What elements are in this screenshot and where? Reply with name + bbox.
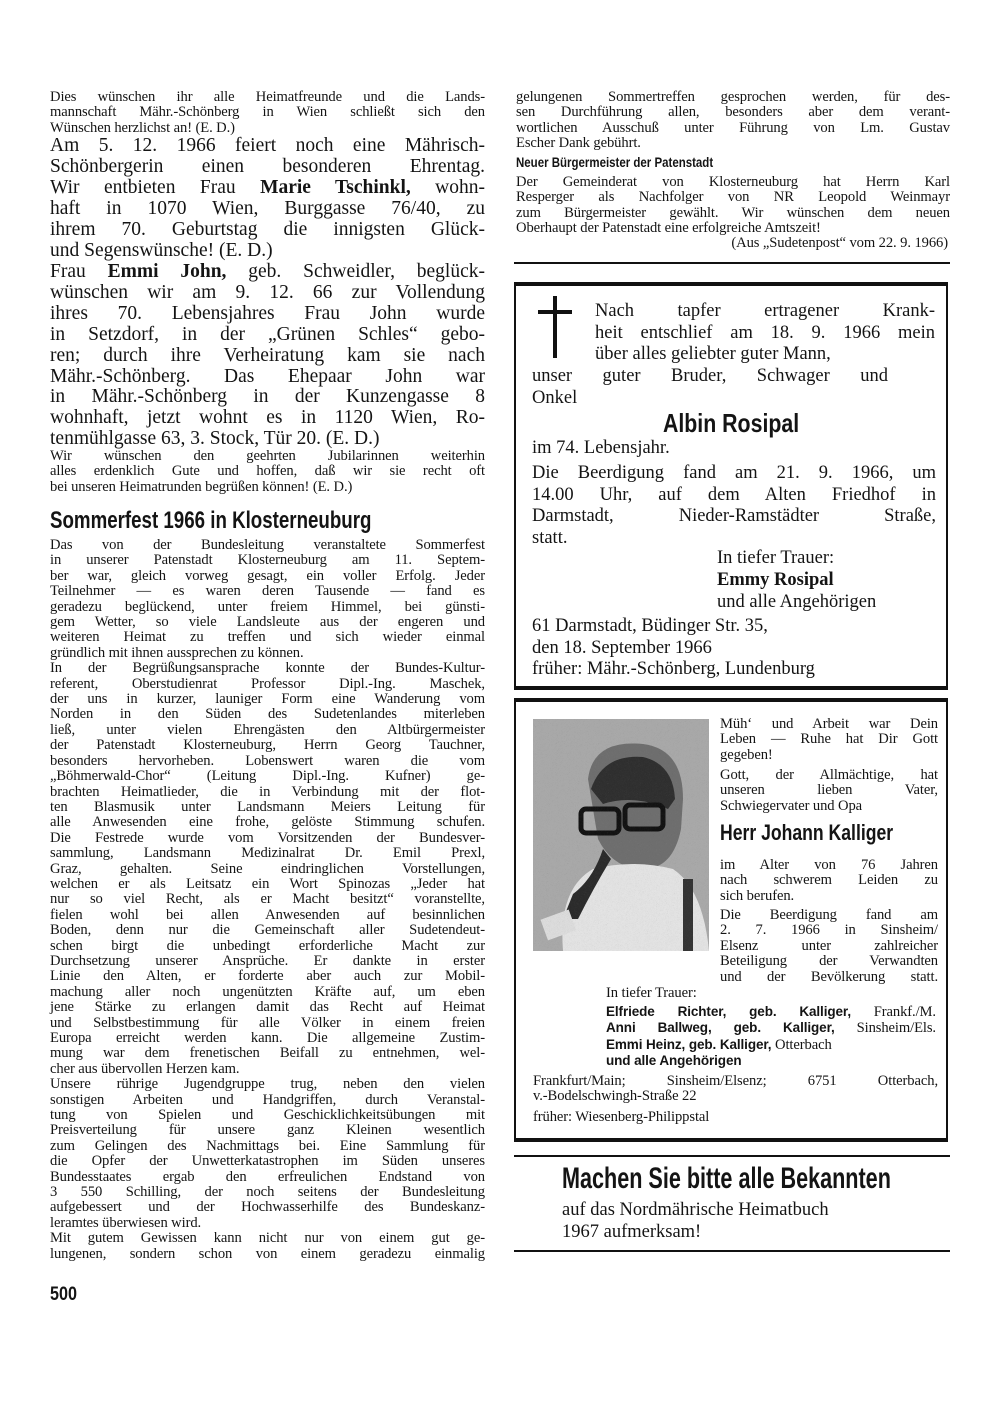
text-line: Nach tapfer ertragener Krank-: [595, 301, 935, 321]
text-line: ten Blasmusik unter Landsmann Meiers Leitung für: [50, 798, 485, 815]
obituary-rosipal: [514, 282, 948, 690]
mourner-name: Emmy Rosipal: [717, 570, 834, 590]
text-line: alles erdenklich Gute und hoffen, daß wir sie recht oft: [50, 463, 485, 480]
text-line: Preisverteilung für unsere ganz Kleinen wesentlich: [50, 1122, 485, 1139]
text-line: Norden in den Süden des Sudetenlandes miterleben: [50, 706, 485, 723]
text-line: Frankfurt/Main; Sinsheim/Elsenz; 6751 Otterbach,: [533, 1073, 938, 1089]
mourning-label: In tiefer Trauer:: [717, 548, 835, 568]
bold-name: Marie Tschinkl,: [260, 176, 411, 198]
text-line: Onkel: [532, 387, 578, 408]
text-line: leramtes überwiesen wird.: [50, 1214, 202, 1231]
ad-line: 1967 aufmerksam!: [562, 1221, 702, 1242]
mayor-paragraph: [516, 175, 950, 237]
text-line: statt.: [532, 527, 568, 548]
obituary-kalliger: [514, 698, 948, 1142]
text-line: 2. 7. 1966 in Sinsheim/: [720, 922, 938, 939]
former-residence: früher: Wiesenberg-Philippstal: [533, 1109, 710, 1125]
text-line: aufgebessert und der Hochwasserhilfe des Bundeskanz-: [50, 1199, 485, 1216]
text-line: Graz, gehalten. Seine eindringlichen Vorstellungen,: [50, 860, 485, 877]
text-line: Das von der Bundesleitung veranstaltete Sommerfest: [50, 537, 485, 553]
birthday-paragraph-tschinkl: [50, 136, 485, 261]
page-number: 500: [50, 1284, 77, 1305]
mourner-place: Frankf./M.: [873, 1004, 936, 1020]
cross-icon: [538, 296, 572, 358]
text-line: unser guter Bruder, Schwager und: [532, 366, 888, 386]
article-paragraph: [50, 1231, 485, 1262]
birthday-paragraph-john: [50, 262, 485, 450]
text-line: Schönbergerin einen besonderen Ehrentag.: [50, 155, 485, 177]
text-line: mannschaft Mähr.-Schönberg in Wien schließt sich den: [50, 104, 485, 121]
continued-paragraph: [516, 90, 950, 152]
text-line: 14.00 Uhr, auf dem Alten Friedhof in: [532, 484, 936, 505]
text-line: bei unseren Heimatrunden begrüßen können! (E. D.): [50, 478, 353, 495]
text-line: der Patenstadt Klosterneuburg, Herrn Georg Tauchner,: [50, 737, 485, 754]
text-line: Teilnehmer — es waren deren Tausende — fand es: [50, 583, 485, 600]
text-line: cher aus übervollen Herzen kam.: [50, 1060, 240, 1077]
text-line: heit entschlief am 18. 9. 1966 mein: [595, 322, 935, 343]
text-line: Schwiegervater und Opa: [720, 797, 863, 814]
text-line: Die Beerdigung fand am 21. 9. 1966, um: [532, 463, 936, 483]
text-line: tenmühlgasse 63, 3. Stock, Tür 20. (E. D.): [50, 428, 380, 450]
text-line: wohnhaft, jetzt wohnt es in 1120 Wien, Ro-: [50, 407, 485, 429]
article-paragraph: [50, 1077, 485, 1231]
text-line: gründlich mit ihnen aussprechen zu können.: [50, 644, 304, 661]
mayor-heading: Neuer Bürgermeister der Patenstadt: [516, 154, 714, 170]
deceased-age: im 74. Lebensjahr.: [532, 438, 670, 458]
text-segment: geb. Schweidler, beglück-: [226, 261, 486, 282]
text-line: besonders hervorheben. Lobenswert waren die vom: [50, 752, 485, 769]
text-segment: wohn-: [410, 176, 485, 198]
funeral-details: [532, 463, 936, 549]
text-line: und der Bevölkerung statt.: [720, 968, 938, 985]
text-line: Wünschen herzlichst an! (E. D.): [50, 119, 235, 136]
deceased-name: [516, 408, 946, 439]
text-line: Beteiligung der Verwandten: [720, 953, 938, 970]
article-paragraph: [50, 661, 485, 1077]
text-line: Resperger als Nachfolger von NR Leopold Weinmayr: [516, 189, 950, 206]
address: [533, 1074, 938, 1105]
funeral-details: [720, 908, 938, 985]
text-line: Die Beerdigung fand am: [720, 907, 938, 923]
obituary-intro: [720, 768, 938, 814]
ad-line: auf das Nordmährische Heimatbuch: [562, 1200, 829, 1220]
text-line: über alles geliebter guter Mann,: [595, 344, 831, 364]
text-line: Linie den Alten, er forderte aber auch zur Mobil-: [50, 968, 485, 985]
text-line: sen Durchführung allen, besonders aber dem verant-: [516, 104, 950, 121]
text-line: zum Bürgermeister gewählt. Wir wünschen dem neuen: [516, 204, 950, 221]
mourner-name: Elfriede Richter, geb. Kalliger,: [606, 1004, 851, 1019]
text-line: in unserer Patenstadt Klosterneuburg am 11. Septem-: [50, 552, 485, 569]
text-line: der uns in kurzer, launiger Form eine Wanderung vom: [50, 691, 485, 708]
text-line: Dies wünschen ihr alle Heimatfreunde und die Lands-: [50, 89, 485, 105]
text-line: alle Anwesenden eine frohe, gelöste Stimmung schufen.: [50, 814, 485, 831]
text-line: Die Festrede wurde vom Vorsitzenden der Bundesver-: [50, 829, 485, 846]
ad-text: [562, 1200, 829, 1243]
mourning-label: In tiefer Trauer:: [606, 985, 697, 1001]
text-line: Darmstadt, Nieder-Ramstädter Straße,: [532, 506, 936, 526]
deceased-age: [720, 858, 938, 904]
text-line: Oberhaupt der Patenstadt eine erfolgreiche Amtszeit!: [516, 220, 821, 237]
text-line: und Segenswünsche! (E. D.): [50, 239, 273, 261]
text-line: machung aller noch ungenützten Kräfte auf, um eben: [50, 983, 485, 1000]
mourner-place: Sinsheim/Els.: [856, 1020, 936, 1037]
portrait-photo: [533, 719, 709, 951]
text-line: schen birgt die unbedingt erforderliche Macht zur: [50, 937, 485, 954]
deceased-name-text: Albin Rosipal: [662, 408, 800, 438]
text-line: Mit gutem Gewissen kann nicht nur von einem gut ge-: [50, 1230, 485, 1247]
text-line: Escher Dank gebührt.: [516, 135, 641, 152]
text-line: Müh‘ und Arbeit war Dein: [720, 716, 938, 732]
divider: [514, 1250, 950, 1252]
text-line: nach schwerem Leiden zu: [720, 872, 938, 889]
text-line: haft in 1070 Wien, Burggasse 76/40, zu: [50, 197, 485, 219]
text-line: jene Stärke zu erlangen damit das Recht auf Heimat: [50, 999, 485, 1016]
text-line: ber war, gleich vorweg gesagt, ein voller Erfolg. Jeder: [50, 567, 485, 584]
text-segment: Wir entbieten Frau: [50, 176, 261, 198]
text-line: Elsenz unter zahlreicher: [720, 937, 938, 954]
text-line: ren; durch ihre Verheiratung kam sie nach: [50, 344, 485, 366]
text-line: Europa erreicht werden kann. Die allgemeine Zustim-: [50, 1030, 485, 1046]
text-line: [50, 262, 485, 283]
mourner: [606, 1004, 936, 1020]
text-line: ließ, unter vielen Ehrengästen den Altbürgermeister: [50, 721, 485, 738]
text-line: welchen er als Leitsatz ein Wort Spinozas „Jeder hat: [50, 875, 485, 892]
text-line: Mähr.-Schönberg. Das Ehepaar John war: [50, 365, 485, 387]
text-line: weiteren Heimat zu treffen und sich wieder einmal: [50, 629, 485, 646]
text-line: Gott, der Allmächtige, hat: [720, 767, 938, 783]
text-line: v.-Bodelschwingh-Straße 22: [533, 1088, 697, 1105]
address: [532, 616, 815, 681]
relatives: und alle Angehörigen: [606, 1053, 742, 1069]
text-line: sich berufen.: [720, 887, 795, 904]
text-line: zum Gelingen des Nachmittags bei. Eine Sammlung für: [50, 1137, 485, 1154]
text-line: [50, 178, 485, 199]
deceased-name: Herr Johann Kalliger: [720, 820, 894, 845]
text-line: 3 550 Schilling, der noch seitens der Bundesleitung: [50, 1184, 485, 1201]
text-line: in Mähr.-Schönberg in der Kunzengasse 8: [50, 386, 485, 408]
text-line: Am 5. 12. 1966 feiert noch eine Mährisch-: [50, 135, 485, 156]
text-line: tung von Spielen und Geschicklichkeitsübungen mit: [50, 1107, 485, 1124]
text-line: ihres 70. Lebensjahres Frau John wurde: [50, 302, 485, 324]
text-line: geradezu beglückend, unter freiem Himmel, bei günsti-: [50, 598, 485, 615]
divider: [514, 262, 950, 264]
text-line: „Böhmerwald-Chor“ (Leitung Dipl.-Ing. Kufner) ge-: [50, 768, 485, 785]
text-line: lungenen, sondern schon von einem geradezu einmalig: [50, 1245, 485, 1262]
mourners-list: [606, 1004, 936, 1070]
address-line: früher: Mähr.-Schönberg, Lundenburg: [532, 659, 815, 679]
text-line: Wir wünschen den geehrten Jubilarinnen weiterhin: [50, 448, 485, 464]
text-line: Der Gemeinderat von Klosterneuburg hat Herrn Karl: [516, 174, 950, 190]
text-line: gegeben!: [720, 746, 773, 763]
source-citation: (Aus „Sudetenpost“ vom 22. 9. 1966): [731, 235, 948, 251]
text-line: Leben — Ruhe hat Dir Gott: [720, 731, 938, 748]
text-line: sonstigen Arbeiten und Handgriffen, durch Veranstal-: [50, 1091, 485, 1108]
text-line: ihrem 70. Geburtstag die innigsten Glück-: [50, 218, 485, 240]
mourner: [606, 1037, 936, 1053]
text-line: und Selbstbestimmung für alle Völker in einem freien: [50, 1014, 485, 1031]
mourner: [606, 1020, 936, 1036]
text-line: in Setzdorf, in der „Grünen Schles“ gebo-: [50, 323, 485, 345]
text-line: nur so viel Recht, als er Macht besitzt“ voranstellte,: [50, 891, 485, 908]
bold-name: Emmi John,: [107, 261, 227, 282]
text-line: Unsere rührige Jugendgruppe trug, neben den vielen: [50, 1076, 485, 1093]
mourner-name: Anni Ballweg, geb. Kalliger,: [606, 1020, 835, 1036]
text-line: gelungenen Sommertreffen gesprochen werden, für des-: [516, 89, 950, 105]
mourner-name: Emmi Heinz, geb. Kalliger,: [606, 1036, 772, 1052]
article-body: [50, 538, 485, 1262]
mourner-place: Otterbach: [775, 1036, 832, 1053]
text-line: gem Wetter, so viele Landsleute aus der engeren und: [50, 614, 485, 631]
address-line: 61 Darmstadt, Büdinger Str. 35,: [532, 616, 768, 636]
text-line: Boden, denn nur die Gemeinschaft aller Sudetendeut-: [50, 922, 485, 939]
text-line: wünschen wir am 9. 12. 66 zur Vollendung: [50, 281, 485, 303]
text-line: brachten Heimatlieder, die in Verbindung mit der flot-: [50, 783, 485, 800]
text-line: Bundesstaates ergab den erfreulichen Endstand von: [50, 1168, 485, 1185]
text-line: im Alter von 76 Jahren: [720, 857, 938, 873]
address-line: den 18. September 1966: [532, 637, 712, 658]
text-line: In der Begrüßungsansprache konnte der Bundes-Kultur-: [50, 660, 485, 677]
text-line: fielen wohl bei allen Anwesenden auf besinnlichen: [50, 906, 485, 923]
text-line: mung war dem frenetischen Beifall zu entnehmen, wel-: [50, 1045, 485, 1062]
obituary-intro-cont: [532, 366, 888, 409]
text-line: wortlichen Ausschuß unter Führung von Lm. Gustav: [516, 119, 950, 136]
text-line: referent, Oberstudienrat Professor Dipl.-Ing. Maschek,: [50, 675, 485, 692]
text-line: unseren lieben Vater,: [720, 782, 938, 799]
article-paragraph: [50, 538, 485, 661]
wish-paragraph: [50, 449, 485, 495]
intro-paragraph: [50, 90, 485, 136]
obituary-motto: [720, 717, 938, 763]
text-segment: Frau: [50, 261, 108, 282]
relatives: und alle Angehörigen: [717, 592, 877, 612]
text-line: sammlung, Landsmann Medizinalrat Dr. Emil Prexl,: [50, 845, 485, 862]
article-heading: Sommerfest 1966 in Klosterneuburg: [50, 507, 372, 534]
text-line: die Opfer der Unwetterkatastrophen im Süden unseres: [50, 1153, 485, 1170]
divider: [514, 1155, 950, 1157]
obituary-intro: [595, 301, 935, 366]
ad-heading: Machen Sie bitte alle Bekannten: [562, 1162, 891, 1195]
text-line: Durchsetzung unserer Ansprüche. Er dankte in erster: [50, 952, 485, 969]
